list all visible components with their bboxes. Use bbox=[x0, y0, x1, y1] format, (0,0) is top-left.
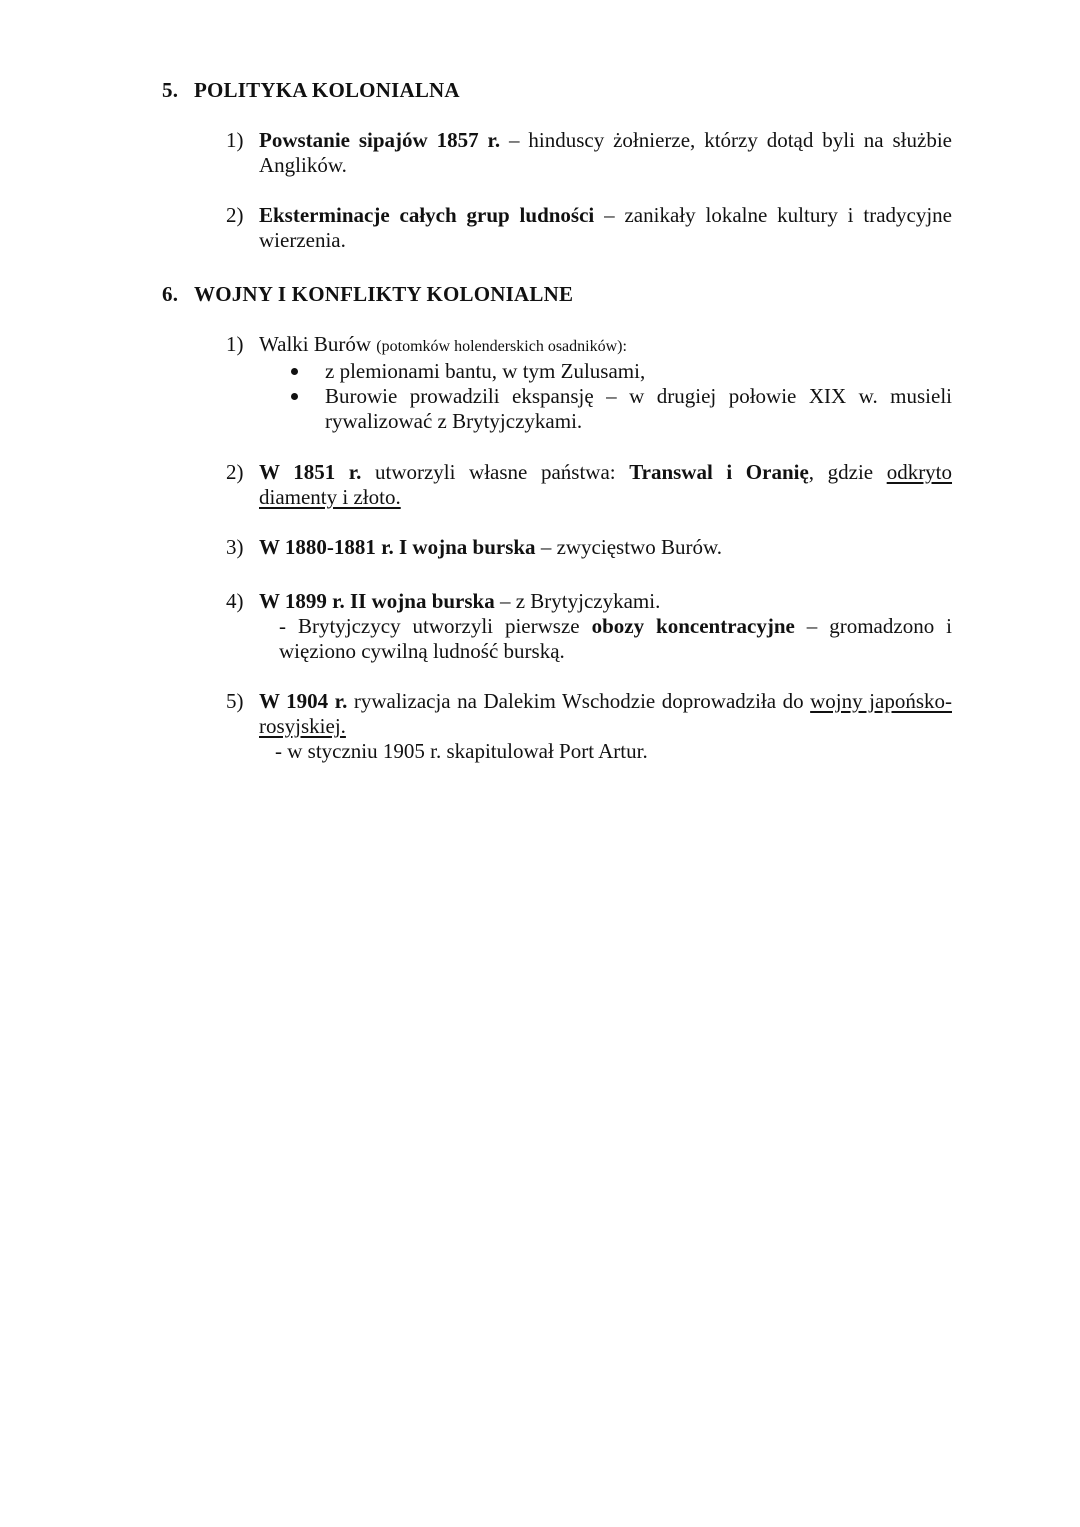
item-underlined-text: odkryto diamenty i złoto. bbox=[259, 460, 953, 509]
item-bold-text: Transwal i Oranię bbox=[629, 460, 809, 484]
item-text: , gdzie bbox=[808, 460, 887, 484]
item-marker: 5) bbox=[226, 689, 244, 713]
item-note: (potomków holenderskich osadników): bbox=[376, 338, 627, 355]
list-item bbox=[226, 689, 952, 764]
item-bold-text: W 1851 r. bbox=[259, 460, 362, 484]
item-bold-text: obozy koncentracyjne bbox=[591, 614, 795, 638]
section-heading bbox=[162, 282, 573, 307]
item-text: – hinduscy żołnierze, którzy dotąd byli na służbie Anglików. bbox=[259, 128, 952, 177]
item-text: Walki Burów bbox=[259, 332, 377, 356]
item-text: – z Brytyjczykami. bbox=[494, 589, 661, 613]
item-text: rywalizacja na Dalekim Wschodzie doprowadziła do bbox=[347, 689, 811, 713]
list-item bbox=[226, 460, 952, 510]
list-item bbox=[226, 535, 952, 560]
item-marker: 2) bbox=[226, 460, 244, 484]
item-bold-text: W 1880-1881 r. I wojna burska bbox=[259, 535, 536, 559]
section-number: 5. bbox=[162, 78, 179, 102]
list-item bbox=[226, 332, 952, 434]
section-title: WOJNY I KONFLIKTY KOLONIALNE bbox=[194, 282, 574, 306]
item-bold-text: W 1899 r. II wojna burska bbox=[259, 589, 495, 613]
section-heading bbox=[162, 78, 460, 103]
item-subtext: – gromadzono i więziono cywilną ludność burską. bbox=[279, 614, 952, 663]
bullet-item: Burowie prowadzili ekspansję – w drugiej połowie XIX w. musieli rywalizować z Brytyjczykami. bbox=[259, 384, 952, 434]
item-text: – zwycięstwo Burów. bbox=[535, 535, 722, 559]
list-item bbox=[226, 128, 952, 178]
item-marker: 1) bbox=[226, 332, 244, 356]
item-bold-text: W 1904 r. bbox=[259, 689, 348, 713]
item-underlined-text: wojny japońsko-rosyjskiej. bbox=[259, 689, 952, 738]
item-marker: 2) bbox=[226, 203, 244, 227]
item-subtext: - Brytyjczycy utworzyli pierwsze bbox=[279, 614, 592, 638]
item-bold-text: Eksterminacje całych grup ludności bbox=[259, 203, 595, 227]
section-title: POLITYKA KOLONIALNA bbox=[194, 78, 460, 102]
item-text: utworzyli własne państwa: bbox=[361, 460, 630, 484]
bullet-item: z plemionami bantu, w tym Zulusami, bbox=[259, 359, 952, 384]
item-subtext: - w styczniu 1905 r. skapitulował Port Artur. bbox=[275, 739, 648, 763]
list-item bbox=[226, 589, 952, 664]
item-marker: 3) bbox=[226, 535, 244, 559]
item-marker: 1) bbox=[226, 128, 244, 152]
list-item bbox=[226, 203, 952, 253]
item-marker: 4) bbox=[226, 589, 244, 613]
section-number: 6. bbox=[162, 282, 179, 306]
bullet-list bbox=[259, 359, 952, 434]
item-text: – zanikały lokalne kultury i tradycyjne wierzenia. bbox=[259, 203, 952, 252]
item-bold-text: Powstanie sipajów 1857 r. bbox=[259, 128, 501, 152]
